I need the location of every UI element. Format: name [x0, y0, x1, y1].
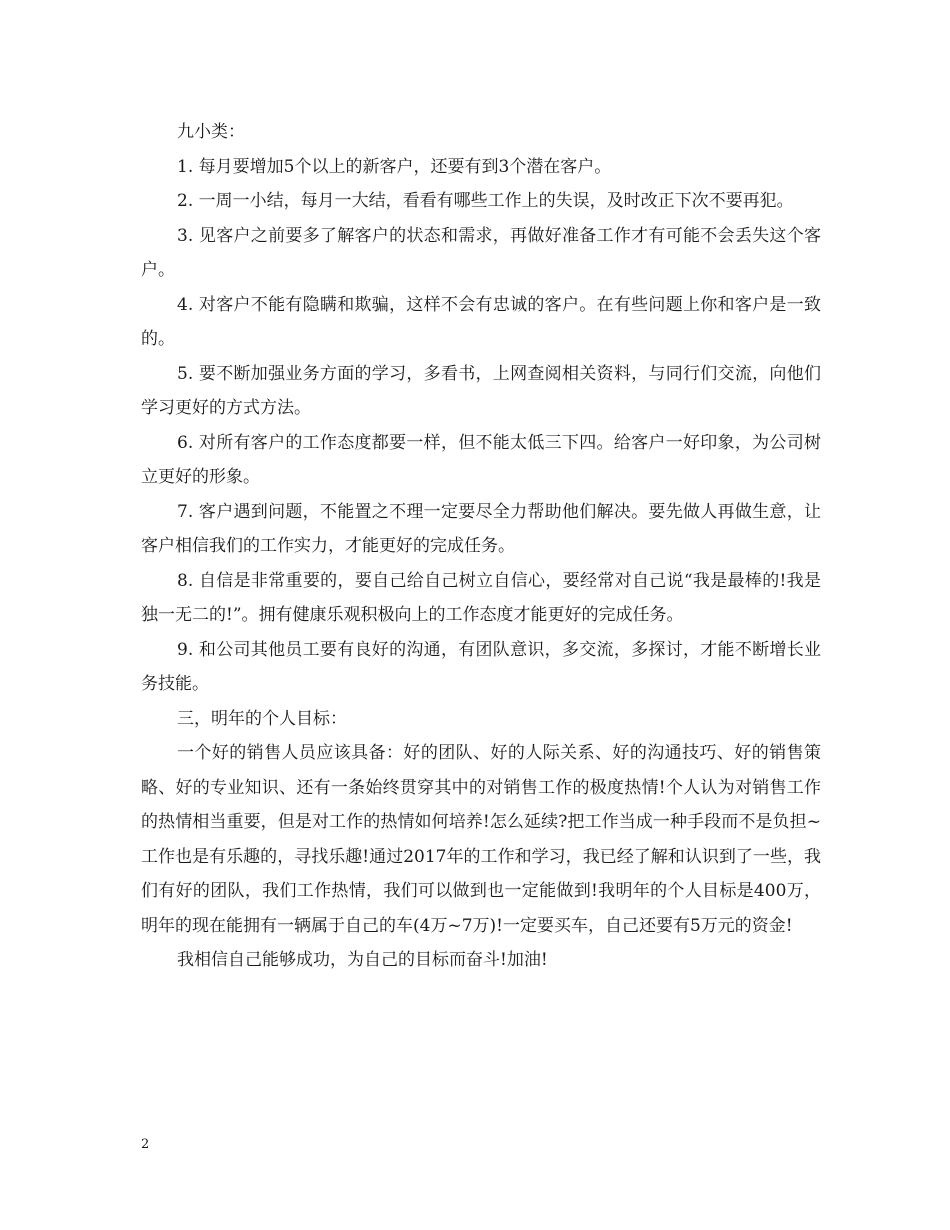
- paragraph-item-5: 5. 要不断加强业务方面的学习，多看书，上网查阅相关资料，与同行们交流，向他们学习更好的方式方法。: [141, 363, 821, 418]
- paragraph-item-6: 6. 对所有客户的工作态度都要一样，但不能太低三下四。给客户一好印象，为公司树立更好的形象。: [141, 432, 821, 487]
- paragraph-item-9: 9. 和公司其他员工要有良好的沟通，有团队意识，多交流，多探讨，才能不断增长业务技能。: [141, 639, 821, 694]
- paragraph-item-1: 1. 每月要增加5个以上的新客户，还要有到3个潜在客户。: [177, 156, 612, 177]
- page-number: 2: [141, 1137, 150, 1152]
- paragraph-item-7: 7. 客户遇到问题，不能置之不理一定要尽全力帮助他们解决。要先做人再做生意，让客户相信我们的工作实力，才能更好的完成任务。: [141, 501, 821, 556]
- paragraph-closing: 我相信自己能够成功，为自己的目标而奋斗!加油!: [177, 950, 548, 970]
- document-body: [141, 115, 821, 978]
- paragraph-item-8: 8. 自信是非常重要的，要自己给自己树立自信心，要经常对自己说“我是最棒的!我是独一无二的!”。拥有健康乐观积极向上的工作态度才能更好的完成任务。: [141, 570, 821, 625]
- paragraph-item-4: 4. 对客户不能有隐瞒和欺骗，这样不会有忠诚的客户。在有些问题上你和客户是一致的。: [141, 294, 821, 349]
- paragraph-heading-nine-categories: 九小类：: [177, 122, 245, 142]
- paragraph-item-2: 2. 一周一小结，每月一大结，看看有哪些工作上的失误，及时改正下次不要再犯。: [177, 191, 794, 211]
- paragraph-item-3: 3. 见客户之前要多了解客户的状态和需求，再做好准备工作才有可能不会丢失这个客户。: [141, 225, 821, 280]
- section-heading-next-year-goals: 三，明年的个人目标：: [177, 708, 347, 729]
- paragraph-goals-body: 一个好的销售人员应该具备：好的团队、好的人际关系、好的沟通技巧、好的销售策略、好的专业知识、还有一条始终贯穿其中的对销售工作的极度热情!个人认为对销售工作的热情相当重要，但是对工作的热情如何培养!怎么延续?把工作当成一种手段而不是负担~工作也是有乐趣的，寻找乐趣!通过2017年的工作和学习，我已经了解和认识到了一些，我们有好的团队，我们工作热情，我们可以做到也一定能做到!我明年的个人目标是400万，明年的现在能拥有一辆属于自己的车(4万~7万)!一定要买车，自己还要有5万元的资金!: [141, 743, 821, 936]
